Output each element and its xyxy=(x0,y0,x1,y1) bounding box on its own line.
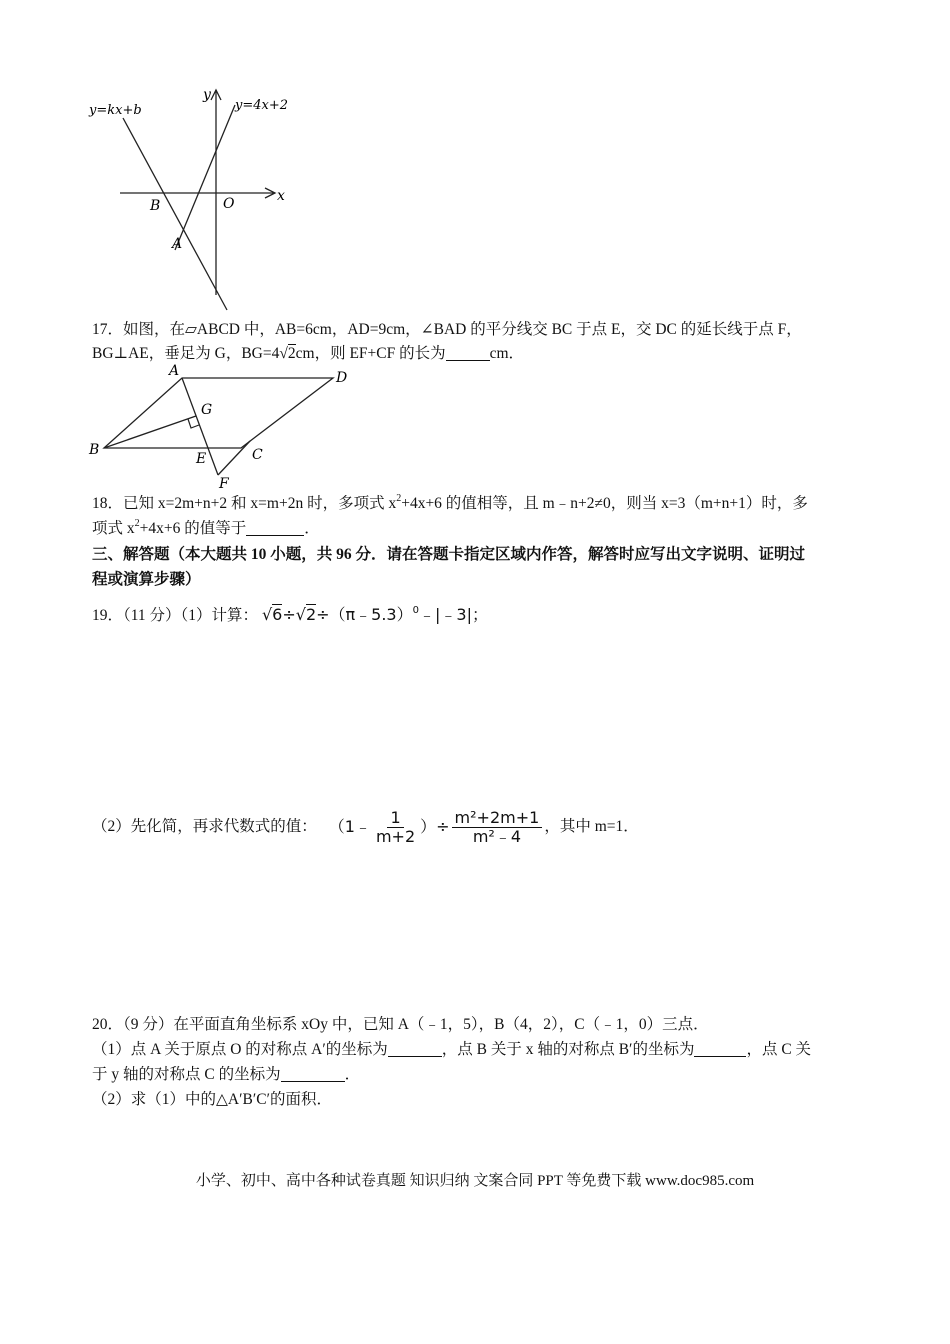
divide-sign: ÷ xyxy=(282,605,296,624)
segment-BG xyxy=(104,416,196,448)
linear-functions-figure xyxy=(85,85,305,315)
label-B: B xyxy=(89,442,100,458)
q20-text-d: 于 y 轴的对称点 C 的坐标为 xyxy=(92,1066,281,1083)
q17-answer-blank[interactable] xyxy=(446,345,490,361)
label-point-B: B xyxy=(150,198,161,214)
q18-line2 xyxy=(92,519,320,539)
q18-exponent: 2 xyxy=(396,493,402,504)
sqrt6-value: 6 xyxy=(272,605,283,624)
q20-line4: （2）求（1）中的△A′B′C′的面积． xyxy=(92,1091,332,1108)
label-x-axis: x xyxy=(277,188,285,204)
q19-part1 xyxy=(92,605,488,626)
parallelogram-figure xyxy=(85,362,365,492)
fraction-1 xyxy=(373,809,418,846)
sqrt-sign-2: √ xyxy=(295,605,306,624)
q19-part1-label: 19．（11 分）（1）计算： xyxy=(92,607,259,624)
label-G: G xyxy=(201,402,213,418)
section3-heading-line1: 三、解答题（本大题共 10 小题，共 96 分．请在答题卡指定区域内作答，解答时应写出文字说明、证明过 xyxy=(92,546,806,563)
q17-text-a: BG⊥AE，垂足为 G，BG=4 xyxy=(92,345,280,362)
q18-line1 xyxy=(92,494,808,514)
q19-part2 xyxy=(92,805,639,849)
abs-part: ﹣|﹣3|； xyxy=(419,605,488,624)
q19-expression xyxy=(262,605,488,624)
q17-line1: 17．如图，在▱ABCD 中，AB=6cm，AD=9cm，∠BAD 的平分线交 BC 于点 E，交 DC 的延长线于点 F， xyxy=(92,321,802,338)
q20-blank-c[interactable] xyxy=(281,1066,345,1082)
q18-text-b: +4x+6 的值相等，且 m﹣n+2≠0，则当 x=3（m+n+1）时，多 xyxy=(401,495,808,512)
section3-heading-line2: 程或演算步骤） xyxy=(92,571,201,588)
label-4x-plus-2: y=4x+2 xyxy=(235,98,289,113)
sqrt2-value: 2 xyxy=(305,605,317,624)
q19-part2-label: （2）先化简，再求代数式的值： xyxy=(92,818,317,835)
q18-text-a: 18．已知 x=2m+n+2 和 x=m+2n 时，多项式 x xyxy=(92,495,397,512)
q17-text-b: cm，则 EF+CF 的长为 xyxy=(295,345,446,362)
q19-part2-tail: ，其中 m=1． xyxy=(544,818,639,835)
q18-exponent-2: 2 xyxy=(134,518,140,529)
q18-text-d: +4x+6 的值等于 xyxy=(139,520,247,537)
label-D: D xyxy=(336,370,348,386)
zero-exponent: 0 xyxy=(412,605,419,616)
fraction-1-denominator: m+2 xyxy=(375,826,416,846)
parallelogram-ABCD xyxy=(104,378,333,448)
fraction-2-denominator: m²﹣4 xyxy=(472,826,522,846)
fraction-2-numerator: m²+2m+1 xyxy=(452,809,543,828)
expr-tail: ÷（π﹣5.3） xyxy=(316,605,413,624)
q18-text-e: ． xyxy=(304,520,320,537)
q20-text-b: ，点 B 关于 x 轴的对称点 B′的坐标为 xyxy=(441,1041,695,1058)
q17-text-c: cm． xyxy=(489,345,525,362)
q19-part2-expression xyxy=(329,809,545,846)
q20-text-e: ． xyxy=(344,1066,361,1083)
q20-text-a: （1）点 A 关于原点 O 的对称点 A′的坐标为 xyxy=(92,1041,388,1058)
label-point-O: O xyxy=(223,196,235,212)
line-4x-plus-2 xyxy=(175,105,235,250)
label-E: E xyxy=(196,451,207,467)
segment-CF xyxy=(218,441,250,475)
q20-line2 xyxy=(92,1040,811,1060)
q20-line1: 20．（9 分）在平面直角坐标系 xOy 中，已知 A（﹣1，5），B（4，2），C（﹣1，0）三点． xyxy=(92,1016,709,1033)
q20-blank-b[interactable] xyxy=(694,1041,746,1057)
fraction-2 xyxy=(452,809,543,846)
label-y-axis: y xyxy=(203,87,211,103)
q18-answer-blank[interactable] xyxy=(246,520,304,536)
q20-blank-a[interactable] xyxy=(388,1041,442,1057)
q17-sqrt-value: 2 xyxy=(287,345,296,362)
paren-open: （1﹣ xyxy=(328,817,371,836)
q20-text-c: ，点 C 关 xyxy=(746,1041,812,1058)
line-kx-plus-b xyxy=(123,118,227,310)
q17-line2 xyxy=(92,344,524,364)
fraction-1-numerator: 1 xyxy=(387,809,403,828)
label-C: C xyxy=(252,447,263,463)
q18-text-c: 项式 x xyxy=(92,520,135,537)
page-footer: 小学、初中、高中各种试卷真题 知识归纳 文案合同 PPT 等免费下载 www.doc985.com xyxy=(195,1173,755,1189)
sqrt-sign: √ xyxy=(261,605,273,624)
label-F: F xyxy=(219,476,229,492)
sqrt-sign: √ xyxy=(279,345,288,362)
q20-line3 xyxy=(92,1065,360,1085)
label-point-A: A xyxy=(172,236,183,252)
label-A: A xyxy=(169,363,180,379)
label-kx-plus-b: y=kx+b xyxy=(89,103,142,118)
paren-close: ）÷ xyxy=(420,817,450,836)
